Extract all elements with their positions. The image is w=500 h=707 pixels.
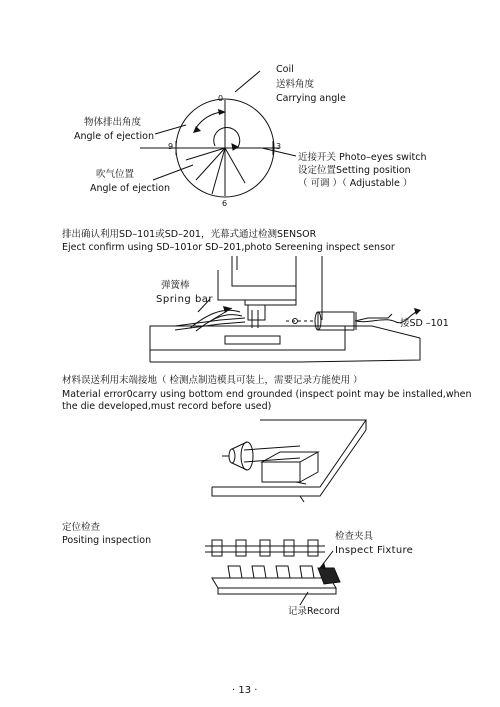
record-label: 记录Record [288,606,340,617]
page-number: · 13 · [232,685,258,696]
connect-sd101-label: 接SD –101 [400,318,449,329]
eject-title-en: Eject confirm using SD–101or SD–201,photo Sereening inspect sensor [62,242,395,253]
spring-bar-en: Spring bar [156,294,214,305]
inspection-fixture-rail [212,578,336,588]
position-title-en: Positing inspection [62,535,152,546]
adjustable-label: （ 可调 ）（ Adjustable ） [298,178,413,189]
dial-number-6: 6 [222,199,228,208]
material-title-cn: 材料误送利用末端接地（ 检测点制造模具可装上，需要记录方能使用 ） [62,375,363,386]
blow-position-cn: 吹气位置 [96,169,135,180]
coil-label: Coil [276,64,294,75]
dial-number-3: 3 [276,142,282,151]
fixture-en: Inspect Fixture [335,545,414,556]
material-line-2: the die developed,must record before used) [62,401,272,412]
carrying-angle-cn: 送料角度 [276,79,315,90]
blow-angle-en: Angle of ejection [90,183,170,194]
dial-number-9: 9 [168,142,174,151]
position-title-cn: 定位检查 [62,522,101,533]
ejection-angle-cn: 物体排出角度 [84,117,142,128]
carrying-angle-en: Carrying angle [276,93,346,104]
fixture-blocks [228,566,314,578]
spring-bar-cn: 弹簧棒 [161,280,190,291]
material-line-1: Material error0carry using bottom end grounded (inspect point may be installed,when [62,389,472,400]
dial-number-0: 0 [218,94,224,103]
fixture-cn: 检查夹具 [335,531,374,542]
setting-position-label: 设定位置Setting position [298,165,411,176]
upper-pilots [212,540,318,556]
eject-title-cn: 排出确认利用SD–101或SD–201，光幕式通过检测SENSOR [62,229,317,240]
proximity-switch-label: 近接开关 Photo–eyes switch [298,152,427,163]
ejection-angle-en: Angle of ejection [74,131,154,142]
